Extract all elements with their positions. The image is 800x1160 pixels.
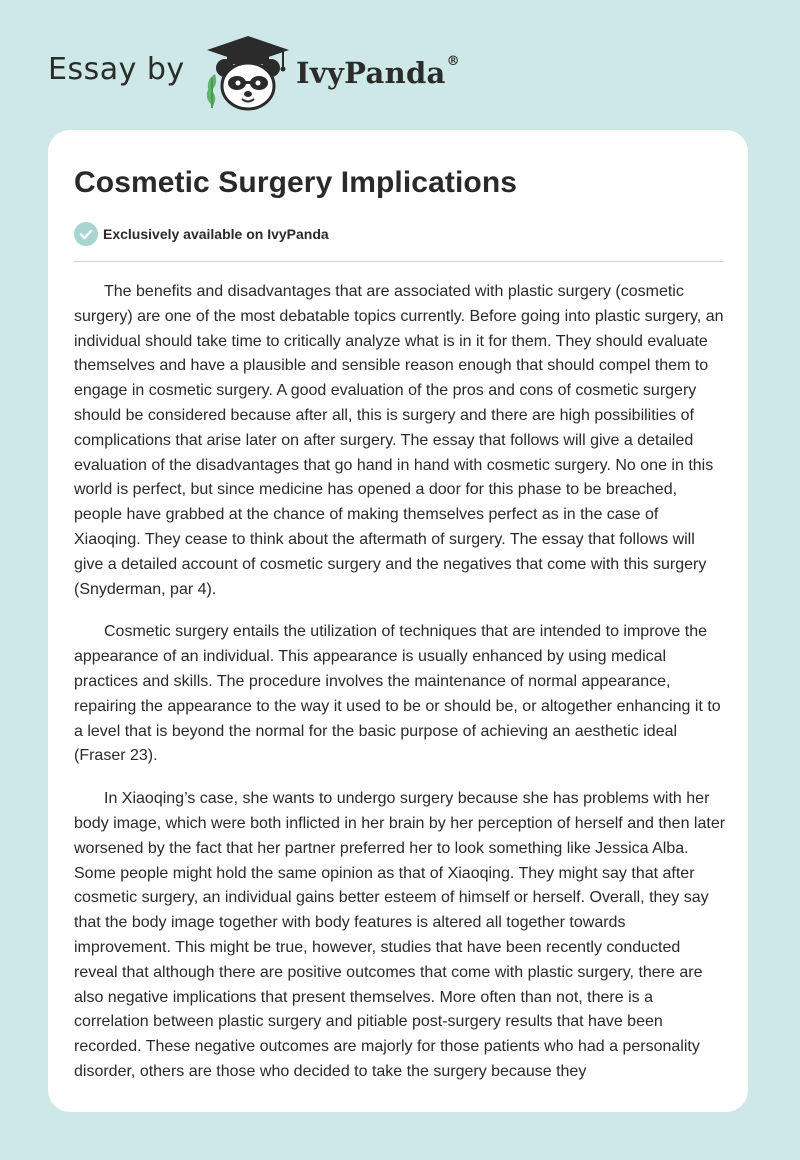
divider (74, 261, 723, 262)
page-title: Cosmetic Surgery Implications (74, 166, 518, 199)
essay-by-label: Essay by (48, 52, 185, 87)
exclusive-label: Exclusively available on IvyPanda (103, 226, 329, 242)
paragraph-1: The benefits and disadvantages that are associated with plastic surgery (cosmetic surgery) are one of the most debatable topics currently. Before going into plastic surgery, an individual should take time to critically analyze what is in it for them. They should evaluate themselves and have a plausible and sensible reason enough that should compel them to engage in cosmetic surgery. A good evaluation of the pros and cons of cosmetic surgery should be considered because after all, this is surgery and there are high possibilities of complications that arise later on after surgery. The essay that follows will give a detailed evaluation of the disadvantages that go hand in hand with cosmetic surgery. No one in this world is perfect, but since medicine has opened a door for this phase to be breached, people have grabbed at the chance of making themselves perfect as in the case of Xiaoqing. They cease to think about the aftermath of surgery. The essay that follows will give a detailed account of cosmetic surgery and the negatives that come with this surgery (Snyderman, par 4). (74, 283, 724, 598)
check-circle-icon (74, 222, 98, 246)
exclusive-badge (74, 222, 329, 246)
panda-graduate-icon[interactable] (203, 34, 293, 112)
registered-mark: ® (446, 54, 460, 69)
essay-body (74, 280, 726, 1103)
brand-name[interactable] (296, 56, 460, 90)
essay-card (48, 130, 748, 1112)
paragraph-3: In Xiaoqing’s case, she wants to undergo surgery because she has problems with her body image, which were both inflicted in her brain by her perception of herself and then later worsened by the fact that her partner preferred her to look something like Jessica Alba. Some people might hold the same opinion as that of Xiaoqing. They might say that after cosmetic surgery, an individual gains better esteem of himself or herself. Overall, they say that the body image together with body features is altered all together towards improvement. This might be true, however, studies that have been recently conducted reveal that although there are positive outcomes that come with plastic surgery, there are also negative implications that present themselves. More often than not, there is a correlation between plastic surgery and pitiable post-surgery results that have been recorded. These negative outcomes are majorly for those patients who had a personality disorder, others are those who decided to take the surgery because they (74, 790, 726, 1080)
paragraph-2: Cosmetic surgery entails the utilization of techniques that are intended to improve the appearance of an individual. This appearance is usually enhanced by using medical practices and skills. The procedure involves the maintenance of normal appearance, repairing the appearance to the way it used to be or should be, or altogether enhancing it to a level that is beyond the normal for the basic purpose of achieving an aesthetic ideal (Fraser 23). (74, 623, 721, 765)
site-header (48, 34, 548, 114)
brand-name-text: IvyPanda (296, 56, 446, 90)
